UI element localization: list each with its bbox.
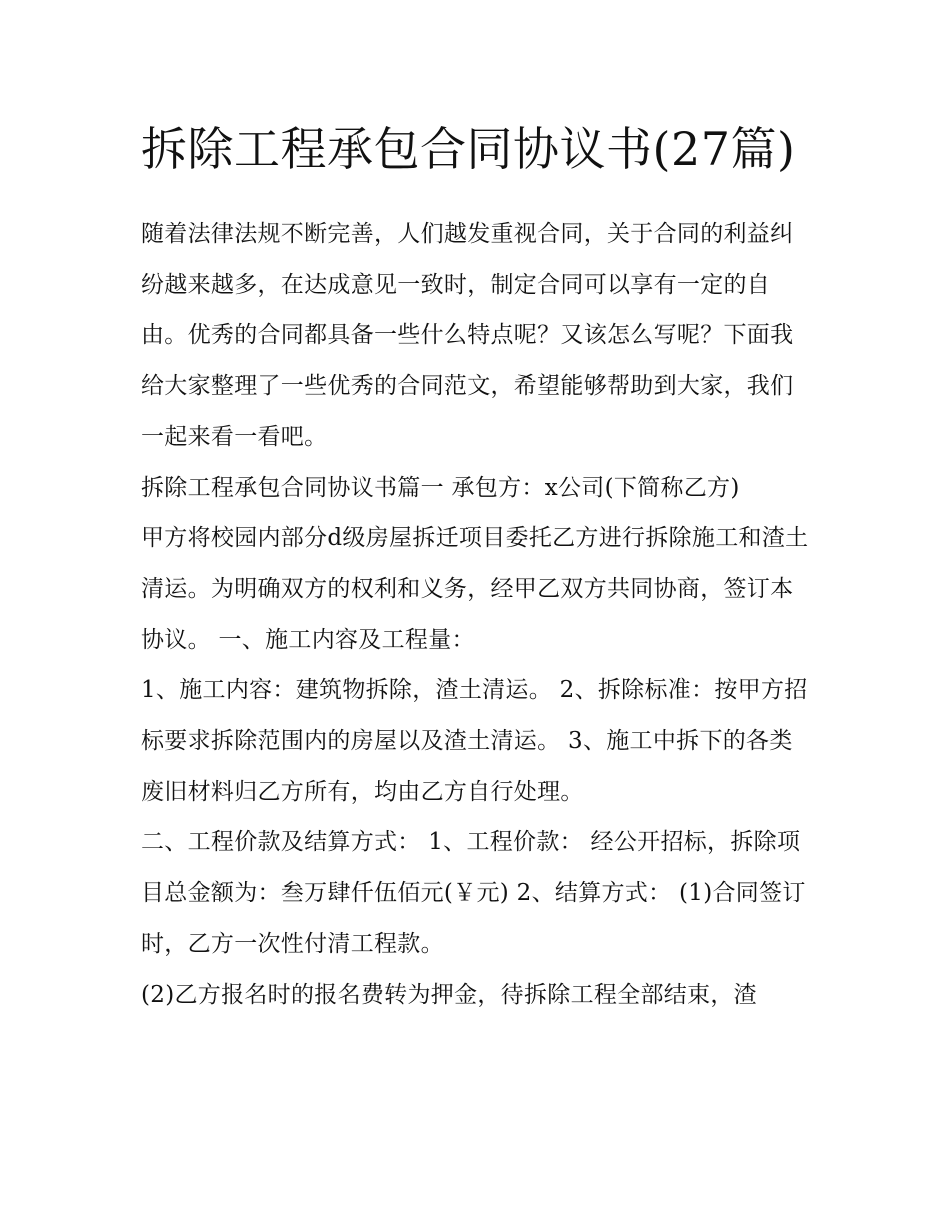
paragraph-list <box>141 209 813 1020</box>
price-settlement-paragraph: 二、工程价款及结算方式： 1、工程价款： 经公开招标，拆除项目总金额为：叁万肆仟伍佰元(￥元) 2、结算方式： (1)合同签订时，乙方一次性付清工程款。 <box>141 829 806 957</box>
construction-content-paragraph: 1、施工内容：建筑物拆除，渣土清运。 2、拆除标准：按甲方招标要求拆除范围内的房屋以及渣土清运。 3、施工中拆下的各类废旧材料归乙方所有，均由乙方自行处理。 <box>141 677 808 805</box>
contract-purpose-paragraph: 甲方将校园内部分d级房屋拆迁项目委托乙方进行拆除施工和渣土清运。为明确双方的权利和义务，经甲乙双方共同协商，签订本协议。 一、施工内容及工程量： <box>141 525 809 653</box>
document-title: 拆除工程承包合同协议书(27篇) <box>141 122 796 176</box>
intro-paragraph: 随着法律法规不断完善，人们越发重视合同，关于合同的利益纠纷越来越多，在达成意见一致时，制定合同可以享有一定的自由。优秀的合同都具备一些什么特点呢？又该怎么写呢？下面我给大家整理了一些优秀的合同范文，希望能够帮助到大家，我们一起来看一看吧。 <box>141 221 794 450</box>
document-body <box>141 110 813 1020</box>
deposit-paragraph: (2)乙方报名时的报名费转为押金，待拆除工程全部结束，渣 <box>141 981 757 1008</box>
contract-header-paragraph: 拆除工程承包合同协议书篇一 承包方：x公司(下简称乙方) <box>141 474 740 501</box>
